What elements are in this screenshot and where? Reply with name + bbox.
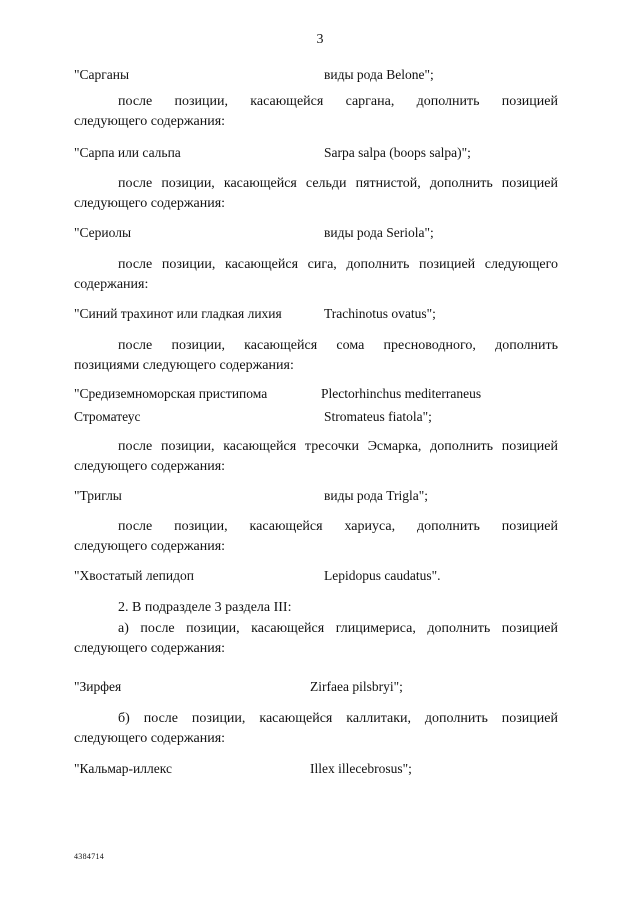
paragraph-line: следующего содержания: [74,641,226,656]
paragraph-line: содержания: [74,277,149,292]
paragraph-p3 [74,255,558,295]
paragraph-line: следующего содержания: [74,731,226,746]
paragraph-line: после позиции, касающейся сома пресноводного, дополнить [118,338,558,353]
item-latin-name: Illex illecebrosus"; [310,761,412,776]
item-russian-name: "Сериолы [74,225,132,240]
paragraph-line: а) после позиции, касающейся глицимериса, дополнить позицией [118,621,558,636]
paragraph-line: позициями следующего содержания: [74,358,294,373]
paragraph-pa [74,619,558,659]
item-latin-name: Trachinotus ovatus"; [324,306,436,321]
item-latin-name: виды рода Trigla"; [324,488,429,503]
paragraph-line: после позиции, касающейся саргана, дополнить позицией [118,94,558,109]
paragraph-line: 2. В подразделе 3 раздела III: [118,600,292,615]
paragraph-p6 [74,517,558,557]
item-russian-name: "Триглы [74,488,122,503]
section-heading [74,598,558,618]
paragraph-line: после позиции, касающейся тресочки Эсмарка, дополнить позицией [118,439,558,454]
item-russian-name: "Средиземноморская пристипома [74,386,268,401]
item-russian-name: Строматеус [74,409,141,424]
item-russian-name: "Кальмар-иллекс [74,761,172,776]
item-russian-name: "Хвостатый лепидоп [74,568,194,583]
item-latin-name: виды рода Belone"; [324,67,434,82]
paragraph-p4 [74,336,558,376]
item-russian-name: "Синий трахинот или гладкая лихия [74,306,282,321]
paragraph-pb [74,709,558,749]
document-code: 4384714 [74,852,105,861]
paragraph-line: следующего содержания: [74,539,226,554]
item-russian-name: "Зирфея [74,679,122,694]
paragraph-line: после позиции, касающейся сига, дополнить позицией следующего [118,257,558,272]
paragraph-p2 [74,174,558,214]
item-latin-name: Stromateus fiatola"; [324,409,432,424]
item-russian-name: "Сарганы [74,67,130,82]
paragraph-line: после позиции, касающейся сельди пятнистой, дополнить позицией [118,176,558,191]
item-latin-name: Zirfaea pilsbryi"; [310,679,403,694]
paragraph-line: следующего содержания: [74,114,226,129]
item-latin-name: Sarpa salpa (boops salpa)"; [324,145,471,160]
item-latin-name: Plectorhinchus mediterraneus [321,386,482,401]
paragraph-p5 [74,437,558,477]
page-number: 3 [316,32,324,47]
item-russian-name: "Сарпа или сальпа [74,145,181,160]
item-latin-name: Lepidopus caudatus". [324,568,441,583]
paragraph-p1 [74,92,558,132]
paragraph-line: после позиции, касающейся хариуса, дополнить позицией [118,519,558,534]
paragraph-line: следующего содержания: [74,459,226,474]
paragraph-line: б) после позиции, касающейся каллитаки, дополнить позицией [118,711,558,726]
paragraph-line: следующего содержания: [74,196,226,211]
item-latin-name: виды рода Seriola"; [324,225,434,240]
